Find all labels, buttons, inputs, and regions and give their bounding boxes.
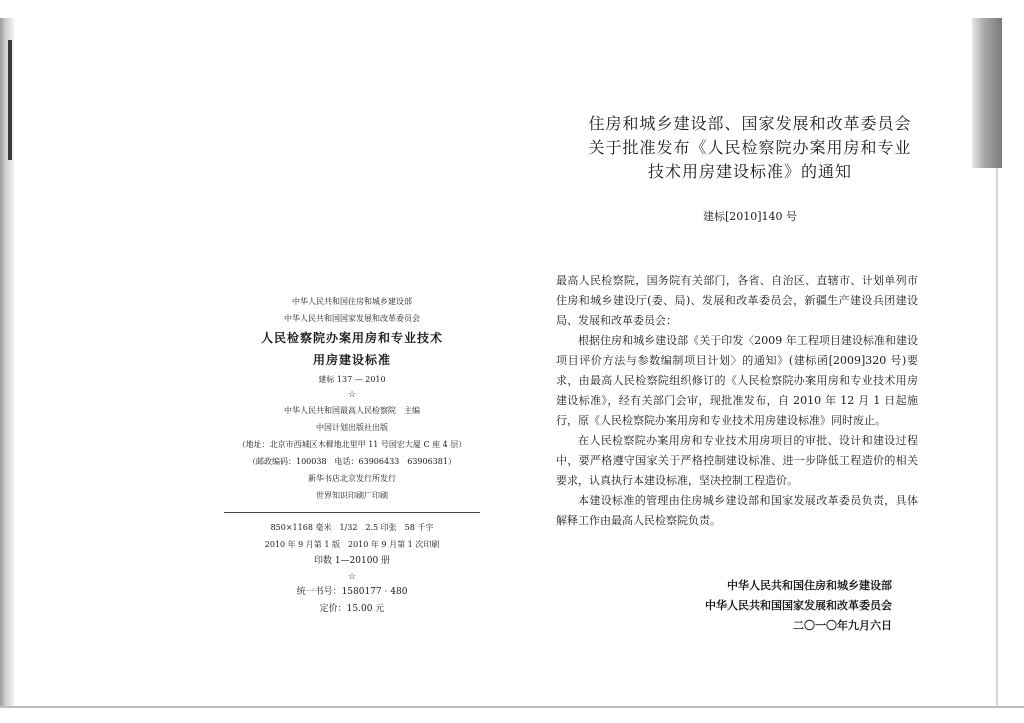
colophon-title-line-1: 人民检察院办案用房和专业技术	[260, 331, 443, 345]
colophon-title-line-2: 用房建设标准	[312, 353, 391, 367]
colophon-standard-code: 建标 137 — 2010	[318, 375, 386, 384]
colophon-print-date: 2010 年 9 月第 1 版 2010 年 9 月第 1 次印刷	[264, 540, 440, 549]
notice-addressees: 最高人民检察院，国务院有关部门，各省、自治区、直辖市、计划单列市住房和城乡建设厅(委、局)、发展和改革委员会，新疆生产建设兵团建设局、发展和改革委员会：	[556, 274, 918, 327]
notice-title-line-2: 关于批准发布《人民检察院办案用房和专业	[588, 138, 912, 157]
colophon-publisher-2: 中华人民共和国国家发展和改革委员会	[284, 314, 420, 323]
bottom-page-edge	[0, 706, 1024, 708]
left-binding-mark	[8, 40, 12, 160]
notice-paragraph-management: 本建设标准的管理由住房城乡建设部和国家发展改革委员负责，具体解释工作由最高人民检察院负责。	[556, 494, 918, 527]
notice-paragraph-requirements: 在人民检察院办案用房和专业技术用房项目的审批、设计和建设过程中，要严格遵守国家关于严格控制建设标准、进一步降低工程造价的相关要求，认真执行本建设标准，坚决控制工程造价。	[556, 434, 918, 487]
colophon-contact: （邮政编码：100038 电话：63906433 63906381）	[248, 457, 456, 466]
colophon-editor: 中华人民共和国最高人民检察院 主编	[284, 406, 420, 415]
notice-paragraph-approval: 根据住房和城乡建设部《关于印发〈2009 年工程项目建设标准和建设项目评价方法与参数编制项目计划〉的通知》(建标函[2009]320 号)要求，由最高人民检察院组织修订的《人民检察院办案用房和专业技术用房建设标准》，经有关部门会审，现批准发布，自 2010 年 12 月 1 日起施行，原《人民检察院办案用房和专业技术用房建设标准》同时废止。	[556, 334, 918, 427]
notice-title-line-1: 住房和城乡建设部、国家发展和改革委员会	[588, 114, 912, 133]
star-ornament-icon: ☆	[347, 390, 357, 400]
colophon-price: 定价：15.00 元	[319, 604, 385, 614]
colophon-isbn: 统一书号：1580177 · 480	[296, 587, 408, 597]
signature-ministry-2: 中华人民共和国国家发展和改革委员会	[705, 599, 892, 612]
notice-signature	[660, 576, 892, 636]
colophon-press: 中国计划出版社出版	[316, 423, 388, 432]
star-ornament-icon-2: ☆	[347, 572, 357, 582]
notice-title	[540, 112, 960, 184]
colophon-distributor: 新华书店北京发行所发行	[308, 474, 396, 483]
signature-date: 二〇一〇年九月六日	[793, 619, 892, 632]
colophon-print-count: 印数 1—20100 册	[313, 556, 391, 566]
signature-ministry-1: 中华人民共和国住房和城乡建设部	[727, 579, 892, 592]
colophon-divider	[224, 512, 480, 513]
notice-title-line-3: 技术用房建设标准》的通知	[647, 162, 852, 181]
notice-document-number: 建标[2010]140 号	[702, 210, 798, 223]
colophon	[224, 293, 480, 618]
colophon-address: （地址：北京市西城区木樨地北里甲 11 号国宏大厦 C 座 4 层）	[237, 440, 467, 449]
right-page-edge	[996, 168, 998, 708]
colophon-printer: 世界知识印刷厂印刷	[316, 491, 388, 500]
notice-body	[556, 271, 918, 531]
colophon-publisher-1: 中华人民共和国住房和城乡建设部	[292, 297, 412, 306]
colophon-print-spec: 850×1168 毫米 1/32 2.5 印张 58 千字	[270, 523, 434, 532]
right-scan-shadow	[972, 18, 1002, 168]
